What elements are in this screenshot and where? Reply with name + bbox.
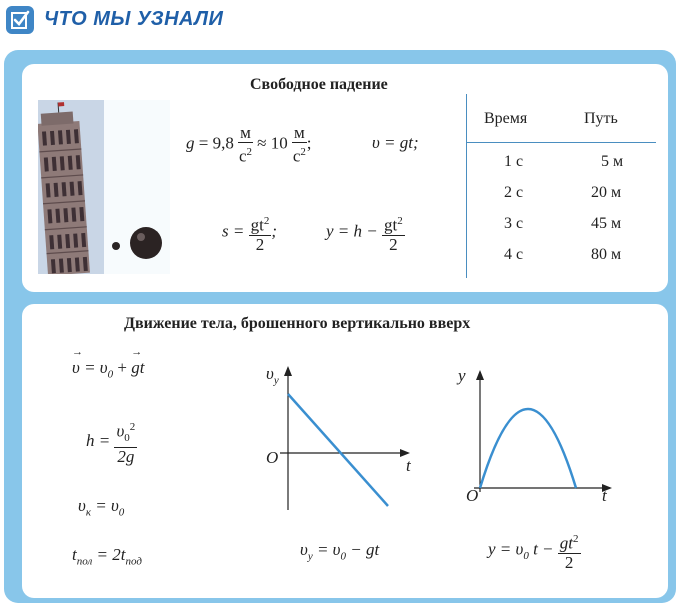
graph1-y-label: $\upsilon_y$ [266,364,279,387]
graph1-origin: O [266,448,279,467]
table-header-time: Время [484,110,528,127]
velocity-time-graph [262,360,422,520]
height-parabola [480,409,576,488]
section-heading: ЧТО МЫ УЗНАЛИ [44,8,224,30]
flight-time-formula: $t_{пол} = 2t_{под}$ [72,545,142,568]
vertical-throw-title: Движение тела, брошенного вертикально вверх [124,315,471,332]
velocity-formula: υ → = $\upsilon_0 + g$ → t [72,346,145,381]
leaning-tower-image [38,100,104,274]
graph2-y-label: y [458,366,466,385]
table-cell: 3 с [504,215,524,232]
table-cell: 5 м [601,153,624,170]
graph2-origin: O [466,486,479,505]
max-height-formula: h = $\frac{\upsilon_0^2}{2g}$ [86,418,137,466]
graph1-x-label: t [406,456,411,475]
falling-balls [104,218,170,274]
table-cell: 2 с [504,184,524,201]
free-fall-title: Свободное падение [250,76,388,93]
checkmark-icon [6,6,34,34]
graph1-formula: $\upsilon_y = \upsilon_0$ − gt [300,540,380,563]
table-left-border [466,94,467,278]
table-header-divider [466,142,656,143]
table-cell: 1 с [504,153,524,170]
table-cell: 45 м [591,215,622,232]
final-velocity-formula: $\upsilon_к = \upsilon_0$ [78,496,125,519]
table-cell: 20 м [591,184,622,201]
s-formula: s = $\frac{gt^2}{2}$ ; [222,212,277,254]
y-formula: y = h − $\frac{gt^2}{2}$ [326,212,405,254]
table-header-distance: Путь [584,110,618,127]
height-time-graph [460,366,620,500]
table-cell: 80 м [591,246,622,263]
table-cell: 4 с [504,246,524,263]
g-formula: g = 9,8 $\frac{м}{с^2}$ ≈ 10 $\frac{м}{с^2}$ ; [186,123,312,166]
velocity-line [288,394,388,506]
v-formula: υ = gt; [372,133,419,152]
graph2-x-label: t [602,486,607,505]
graph2-formula: $y = \upsilon_0$ t − $\frac{gt^2}{2}$ [488,530,581,572]
